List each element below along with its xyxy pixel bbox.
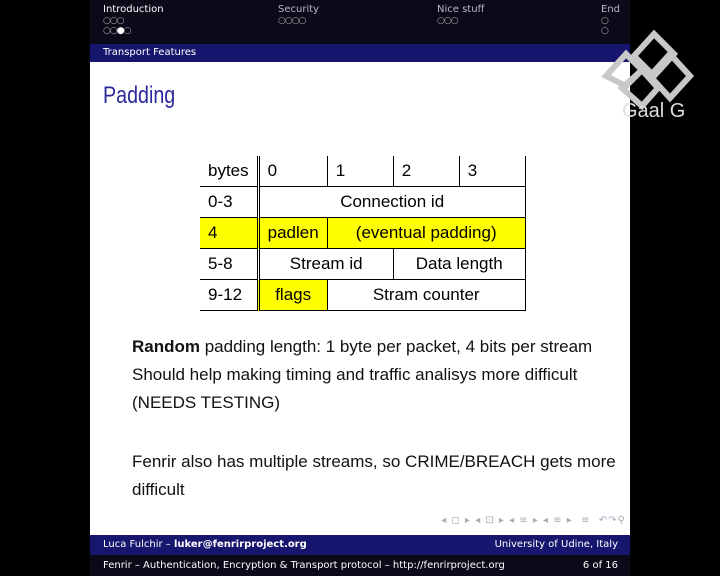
beamer-nav-icons[interactable]: ◂ ◻ ▸ ◂ ⊡ ▸ ◂ ≡ ▸ ◂ ≡ ▸ ≡ ↶↷⚲ xyxy=(441,515,626,526)
logo-text: Gaal G xyxy=(622,100,686,122)
random-line xyxy=(132,333,592,361)
nav-dots: ○○●○ xyxy=(103,26,131,36)
nav-dots: ○○○ xyxy=(103,16,124,26)
byte-range-label: 5-8 xyxy=(200,249,258,280)
slide-title: Padding xyxy=(103,82,176,109)
subsection-title: Transport Features xyxy=(103,47,197,58)
nav-section-title: End xyxy=(601,4,621,15)
random-text: padding length: 1 byte per packet, 4 bits per stream xyxy=(200,337,593,356)
footer-email: luker@fenrirproject.org xyxy=(173,539,307,550)
slide xyxy=(90,0,630,576)
footer-institution: University of Udine, Italy xyxy=(494,539,618,550)
table-header-cell: 0 xyxy=(258,156,327,187)
table-row xyxy=(200,218,525,249)
table-cell: Data length xyxy=(393,249,525,280)
nav-section-nice-stuff[interactable] xyxy=(437,4,484,26)
table-cell: (eventual padding) xyxy=(327,218,525,249)
table-cell: Stram counter xyxy=(327,280,525,311)
table-row xyxy=(200,280,525,311)
footer-talk-title: Fenrir – Authentication, Encryption & Transport protocol – http://fenrirproject.org xyxy=(103,560,505,571)
nav-section-title: Security xyxy=(278,4,320,15)
table-header-cell: 2 xyxy=(393,156,459,187)
random-bold: Random xyxy=(132,337,200,356)
footer-author: Luca Fulchir – luker@fenrirproject.org xyxy=(103,539,307,550)
table-row xyxy=(200,249,525,280)
table-cell: Connection id xyxy=(258,187,525,218)
nav-dots: ○○○ xyxy=(437,16,458,26)
table-cell: Stream id xyxy=(258,249,393,280)
table-header-cell: 3 xyxy=(459,156,525,187)
nav-dots: ○ xyxy=(601,16,608,26)
timing-line: Should help making timing and traffic analisys more difficult xyxy=(132,365,578,384)
nav-dots: ○ xyxy=(601,26,608,36)
nav-section-title: Nice stuff xyxy=(437,4,485,15)
fenrir-line-2: difficult xyxy=(132,480,185,499)
nav-section-introduction[interactable] xyxy=(103,4,164,36)
nav-section-security[interactable] xyxy=(278,4,319,26)
section-navigation xyxy=(90,0,630,44)
table-row xyxy=(200,187,525,218)
byte-range-label: 4 xyxy=(200,218,258,249)
byte-range-label: 9-12 xyxy=(200,280,258,311)
table-header-row xyxy=(200,156,525,187)
footer-author-bar xyxy=(90,535,630,555)
nav-section-title: Introduction xyxy=(103,4,164,15)
footer-page-number: 6 of 16 xyxy=(582,560,618,571)
subsection-bar xyxy=(90,44,630,62)
packet-layout-table xyxy=(200,156,526,311)
padding-description xyxy=(132,333,592,417)
byte-range-label: 0-3 xyxy=(200,187,258,218)
nav-dots: ○○○○ xyxy=(278,16,306,26)
table-cell: flags xyxy=(258,280,327,311)
needs-testing-line: (NEEDS TESTING) xyxy=(132,393,280,412)
table-header-cell: 1 xyxy=(327,156,393,187)
fenrir-streams-note xyxy=(132,448,616,504)
table-cell: padlen xyxy=(258,218,327,249)
footer-title-bar xyxy=(90,555,630,576)
table-header-cell: bytes xyxy=(200,156,258,187)
fenrir-line-1: Fenrir also has multiple streams, so CRIME/BREACH gets more xyxy=(132,452,616,471)
